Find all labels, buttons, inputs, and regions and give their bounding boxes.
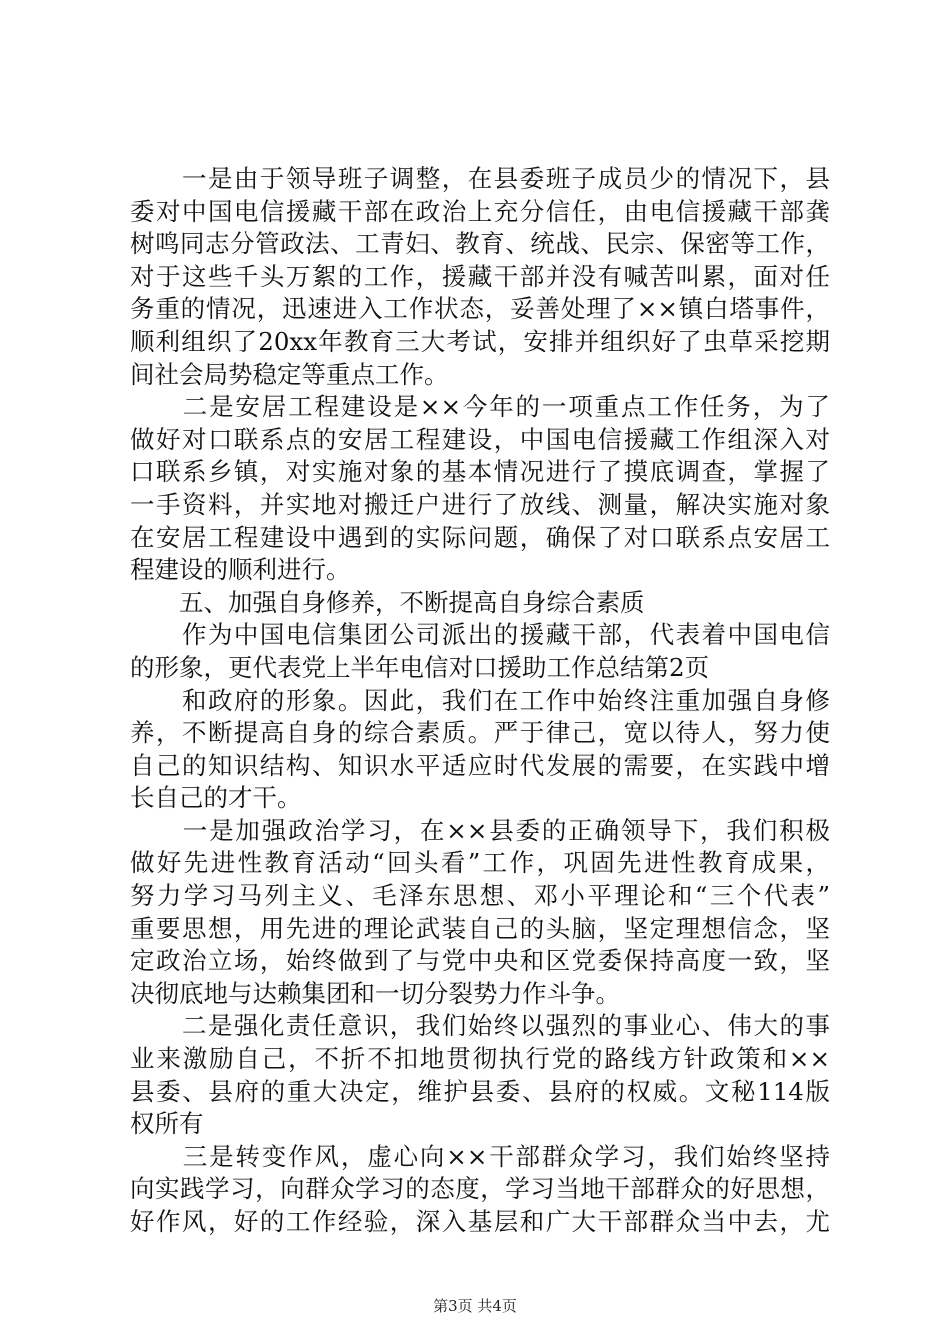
text-line: 作为中国电信集团公司派出的援藏干部，代表着中国电信 xyxy=(130,620,830,650)
document-body xyxy=(130,163,830,1239)
text-line: 在安居工程建设中遇到的实际问题，确保了对口联系点安居工 xyxy=(130,522,830,552)
text-line: 业来激励自己，不折不扣地贯彻执行党的路线方针政策和×× xyxy=(130,1044,830,1074)
text-line: 一手资料，并实地对搬迁户进行了放线、测量，解决实施对象 xyxy=(130,489,830,519)
text-line: 三是转变作风，虚心向××干部群众学习，我们始终坚持 xyxy=(130,1141,830,1171)
text-line: 做好先进性教育活动“回头看”工作，巩固先进性教育成果， xyxy=(130,848,830,878)
text-line: 养，不断提高自身的综合素质。严于律己，宽以待人，努力使 xyxy=(130,718,830,748)
text-line: 一是加强政治学习，在××县委的正确领导下，我们积极 xyxy=(130,815,830,845)
text-line: 树鸣同志分管政法、工青妇、教育、统战、民宗、保密等工作， xyxy=(130,229,830,259)
text-line: 权所有 xyxy=(130,1109,204,1139)
text-line: 口联系乡镇，对实施对象的基本情况进行了摸底调查，掌握了 xyxy=(130,457,830,487)
text-line: 长自己的才干。 xyxy=(130,783,302,813)
text-line: 一是由于领导班子调整，在县委班子成员少的情况下，县 xyxy=(130,164,830,193)
text-line: 县委、县府的重大决定，维护县委、县府的权威。文秘114版 xyxy=(130,1076,830,1106)
text-line: 对于这些千头万絮的工作，援藏干部并没有喊苦叫累，面对任 xyxy=(130,261,830,291)
text-line: 重要思想，用先进的理论武装自己的头脑，坚定理想信念，坚 xyxy=(130,913,830,943)
text-line: 做好对口联系点的安居工程建设，中国电信援藏工作组深入对 xyxy=(130,424,830,454)
text-line: 努力学习马列主义、毛泽东思想、邓小平理论和“三个代表” xyxy=(130,881,830,911)
text-line: 自己的知识结构、知识水平适应时代发展的需要，在实践中增 xyxy=(130,750,830,780)
text-line: 好作风，好的工作经验，深入基层和广大干部群众当中去，尤 xyxy=(130,1207,830,1236)
text-line: 委对中国电信援藏干部在政治上充分信任，由电信援藏干部龚 xyxy=(130,196,830,226)
text-line: 顺利组织了20xx年教育三大考试，安排并组织好了虫草采挖期 xyxy=(130,326,830,356)
text-line: 定政治立场，始终做到了与党中央和区党委保持高度一致，坚 xyxy=(130,946,830,976)
text-line: 的形象，更代表党上半年电信对口援助工作总结第2页 xyxy=(130,652,710,682)
text-line: 五、加强自身修养，不断提高自身综合素质 xyxy=(130,587,645,617)
text-line: 向实践学习，向群众学习的态度，学习当地干部群众的好思想， xyxy=(130,1174,830,1204)
text-line: 务重的情况，迅速进入工作状态，妥善处理了××镇白塔事件， xyxy=(130,294,830,324)
text-line: 和政府的形象。因此，我们在工作中始终注重加强自身修 xyxy=(130,685,830,715)
text-line: 程建设的顺利进行。 xyxy=(130,555,351,585)
text-line: 间社会局势稳定等重点工作。 xyxy=(130,359,449,389)
text-line: 二是安居工程建设是××今年的一项重点工作任务，为了 xyxy=(130,392,830,422)
text-line: 二是强化责任意识，我们始终以强烈的事业心、伟大的事 xyxy=(130,1011,830,1041)
text-line: 决彻底地与达赖集团和一切分裂势力作斗争。 xyxy=(130,978,620,1008)
page-footer: 第3页 共4页 xyxy=(433,1297,517,1315)
